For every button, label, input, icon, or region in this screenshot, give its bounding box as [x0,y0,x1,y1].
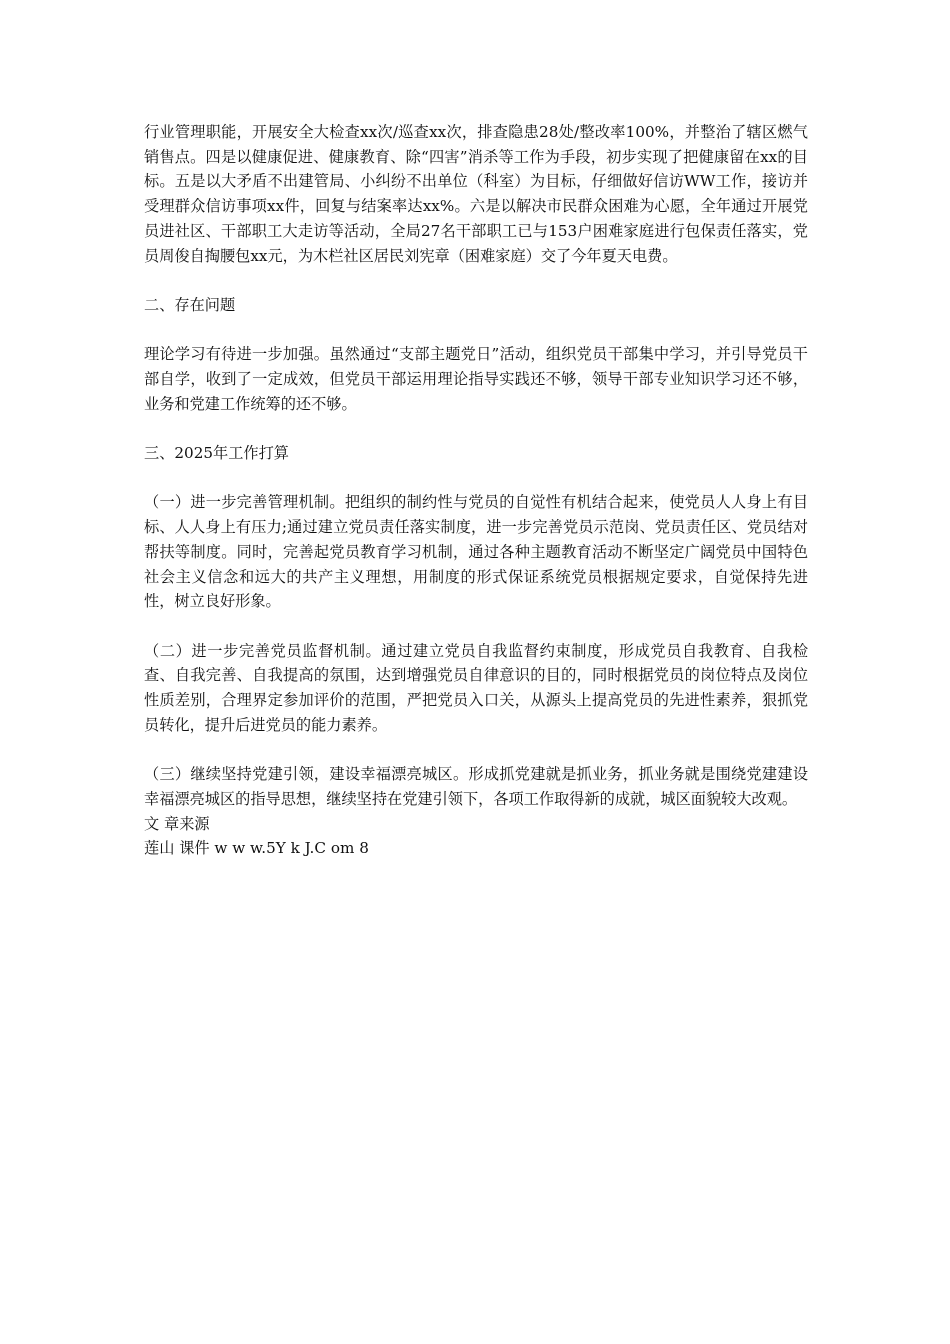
section-heading-plan: 三、2025年工作打算 [144,444,289,463]
paragraph-spacer [144,318,808,343]
document-page [144,120,808,861]
plan-item-1: （一）进一步完善管理机制。把组织的制约性与党员的自觉性有机结合起来，使党员人人身上有目标、人人身上有压力;通过建立党员责任落实制度，进一步完善党员示范岗、党员责任区、党员结对帮扶等制度。同时，完善起党员教育学习机制，通过各种主题教育活动不断坚定广阔党员中国特色社会主义信念和远大的共产主义理想，用制度的形式保证系统党员根据规定要求，自觉保持先进性，树立良好形象。 [144,493,808,611]
paragraph-spacer [144,466,808,491]
plan-item-3: （三）继续坚持党建引领，建设幸福漂亮城区。形成抓党建就是抓业务，抓业务就是围绕党建建设幸福漂亮城区的指导思想，继续坚持在党建引领下，各项工作取得新的成就，城区面貌较大改观。 [144,765,808,808]
problems-paragraph: 理论学习有待进一步加强。虽然通过“支部主题党日”活动，组织党员干部集中学习，并引导党员干部自学，收到了一定成效，但党员干部运用理论指导实践还不够，领导干部专业知识学习还不够，业务和党建工作统筹的还不够。 [144,345,808,413]
plan-item-2: （二）进一步完善党员监督机制。通过建立党员自我监督约束制度，形成党员自我教育、自我检查、自我完善、自我提高的氛围，达到增强党员自律意识的目的，同时根据党员的岗位特点及岗位性质差别，合理界定参加评价的范围，严把党员入口关，从源头上提高党员的先进性素养，狠抓党员转化，提升后进党员的能力素养。 [144,641,808,734]
paragraph-spacer [144,416,808,441]
paragraph-spacer [144,614,808,639]
paragraph-spacer [144,268,808,293]
paragraph-spacer [144,738,808,763]
source-label: 文 章来源 [144,814,210,833]
section-heading-problems: 二、存在问题 [144,295,236,314]
intro-paragraph: 行业管理职能，开展安全大检查xx次/巡查xx次，排查隐患28处/整改率100%，并整治了辖区燃气销售点。四是以健康促进、健康教育、除“四害”消杀等工作为手段，初步实现了把健康留在xx的目标。五是以大矛盾不出建管局、小纠纷不出单位（科室）为目标，仔细做好信访WW工作，接访并受理群众信访事项xx件，回复与结案率达xx%。六是以解决市民群众困难为心愿，全年通过开展党员进社区、干部职工大走访等活动，全局27名干部职工已与153户困难家庭进行包保责任落实，党员周俊自掏腰包xx元，为木栏社区居民刘宪章（困难家庭）交了今年夏天电费。 [144,123,808,265]
source-site: 莲山 课件 w w w.5Y k J.C om 8 [144,839,369,858]
